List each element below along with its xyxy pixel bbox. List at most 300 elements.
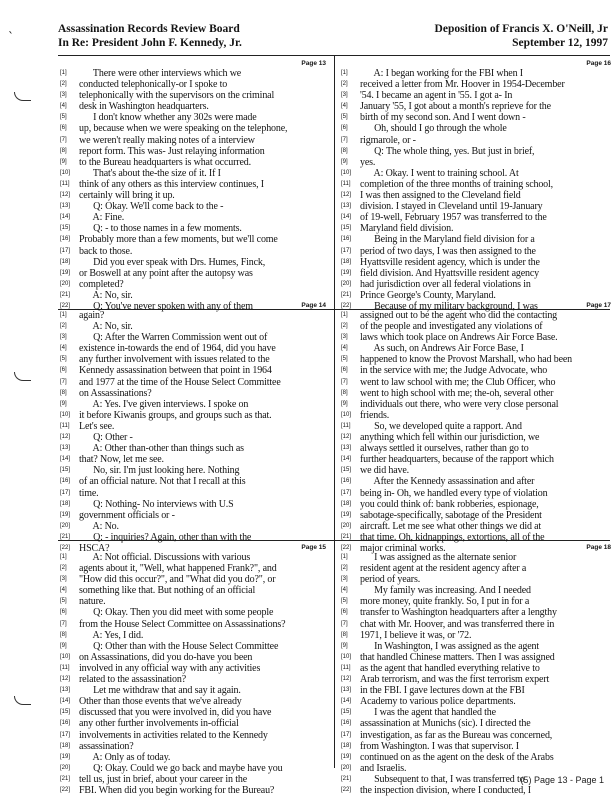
line-text: Subsequent to that, I was transferred to <box>360 773 525 785</box>
transcript-line <box>58 685 334 696</box>
line-text: Because of my military background, I was <box>360 300 538 312</box>
line-text: discussed that you were involved in, did you have <box>79 707 272 719</box>
line-text: in the FBI. I gave lectures down at the FBI <box>360 685 525 697</box>
transcript-line <box>58 510 334 521</box>
line-number: [21] <box>60 291 71 298</box>
transcript-line <box>335 190 611 201</box>
line-text: That's about the-the size of it. If I <box>79 167 221 179</box>
line-text: received a letter from Mr. Hoover in 1954-December <box>360 79 565 91</box>
transcript-page-18 <box>335 543 611 796</box>
line-text: conducted telephonically-or I spoke to <box>79 79 228 91</box>
transcript-line <box>335 476 611 487</box>
line-number: [7] <box>341 620 348 627</box>
line-number: [10] <box>60 653 71 660</box>
footer-page-range: (5) Page 13 - Page 1 <box>520 775 604 785</box>
header-case-name: In Re: President John F. Kennedy, Jr. <box>58 37 242 49</box>
transcript-line <box>335 432 611 443</box>
line-number: [22] <box>341 302 352 309</box>
transcript-line <box>58 79 334 90</box>
transcript-line <box>58 157 334 168</box>
transcript-line <box>58 563 334 574</box>
transcript-line <box>335 101 611 112</box>
transcript-page-number: Page 18 <box>586 544 611 551</box>
line-number: [17] <box>341 489 352 496</box>
transcript-line <box>335 607 611 618</box>
transcript-line <box>58 135 334 146</box>
transcript-line <box>58 268 334 279</box>
transcript-line <box>335 354 611 365</box>
line-text: involvements in activities related to the Kennedy <box>79 729 268 741</box>
punch-hole-mark <box>14 372 31 381</box>
transcript-page-16 <box>335 59 611 312</box>
line-text: A: Fine. <box>79 212 125 224</box>
line-text: more money, quite frankly. So, I put in for a <box>360 596 530 608</box>
line-text: laws which took place on Andrews Air Force Base. <box>360 332 558 344</box>
line-text: up, because when we were speaking on the telephone, <box>79 123 288 135</box>
transcript-line <box>58 321 334 332</box>
line-text: rigmarole, or - <box>360 134 416 146</box>
line-number: [9] <box>60 642 67 649</box>
line-number: [17] <box>60 489 71 496</box>
transcript-line <box>58 652 334 663</box>
line-number: [6] <box>60 125 67 132</box>
line-text: in the service with me; the Judge Advocate, who <box>360 365 548 377</box>
line-number: [1] <box>60 70 67 76</box>
transcript-line <box>335 585 611 596</box>
transcript-line <box>335 410 611 421</box>
transcript-line <box>335 90 611 101</box>
transcript-line <box>335 112 611 123</box>
transcript-page-15 <box>58 543 334 796</box>
line-number: [16] <box>60 236 71 243</box>
transcript-line <box>335 763 611 774</box>
line-text: FBI. When did you begin working for the Bureau? <box>79 784 275 796</box>
line-text: A: Other than-other than things such as <box>79 443 244 455</box>
line-text: again? <box>79 310 105 321</box>
line-text: sabotage-specifically, sabotage of the President <box>360 509 542 521</box>
transcript-line <box>335 321 611 332</box>
line-number: [3] <box>341 576 348 583</box>
transcript-line <box>58 488 334 499</box>
line-number: [13] <box>341 687 352 694</box>
line-text: back to those. <box>79 245 133 257</box>
transcript-line <box>335 123 611 134</box>
transcript-line <box>58 730 334 741</box>
line-text: anything which fell within our jurisdiction, we <box>360 432 540 444</box>
line-number: [15] <box>60 225 71 232</box>
line-number: [15] <box>341 467 352 474</box>
line-number: [7] <box>60 136 67 143</box>
line-text: we weren't really making notes of a interview <box>79 134 255 146</box>
line-number: [21] <box>341 775 352 782</box>
line-text: transfer to Washington headquarters after a lengthy <box>360 607 557 619</box>
transcript-line <box>335 596 611 607</box>
line-text: My family was increasing. And I needed <box>360 585 531 597</box>
transcript-line <box>335 454 611 465</box>
line-number: [13] <box>60 445 71 452</box>
line-number: [18] <box>60 500 71 507</box>
line-text: Q: - inquiries? Again, other than with the <box>79 531 252 543</box>
line-number: [7] <box>60 620 67 627</box>
line-text: Other than those events that we've already <box>79 696 242 708</box>
transcript-line <box>58 112 334 123</box>
line-number: [13] <box>60 687 71 694</box>
transcript-line <box>58 585 334 596</box>
line-text: any further involvement with issues related to the <box>79 354 270 366</box>
line-text: related to the assassination? <box>79 674 187 686</box>
line-number: [17] <box>341 731 352 738</box>
line-text: from Washington. I was that supervisor. I <box>360 740 519 752</box>
transcript-line <box>335 707 611 718</box>
transcript-line <box>335 179 611 190</box>
transcript-line <box>58 212 334 223</box>
transcript-line <box>58 596 334 607</box>
line-number: [17] <box>60 247 71 254</box>
line-number: [22] <box>341 544 352 551</box>
transcript-line <box>58 752 334 763</box>
transcript-line <box>335 685 611 696</box>
line-text: January '55, I got about a month's reprieve for the <box>360 101 551 113</box>
transcript-line <box>58 619 334 630</box>
transcript-line <box>58 310 334 321</box>
line-number: [19] <box>60 511 71 518</box>
line-number: [10] <box>341 169 352 176</box>
transcript-line <box>335 630 611 641</box>
transcript-line <box>335 510 611 521</box>
line-text: or Boswell at any point after the autopsy was <box>79 267 253 279</box>
line-text: any other further involvements in-official <box>79 718 239 730</box>
line-number: [14] <box>60 214 71 221</box>
transcript-line <box>58 741 334 752</box>
transcript-line <box>335 443 611 454</box>
transcript-line <box>335 223 611 234</box>
line-number: [18] <box>341 258 352 265</box>
transcript-line <box>335 752 611 763</box>
line-text: the inspection division, where I conducted, I <box>360 784 531 796</box>
line-number: [15] <box>60 709 71 716</box>
transcript-line <box>58 168 334 179</box>
line-text: major criminal works. <box>360 542 446 554</box>
line-text: yes. <box>360 156 376 168</box>
panel-header <box>58 543 334 552</box>
transcript-line <box>58 223 334 234</box>
transcript-line <box>58 465 334 476</box>
line-number: [2] <box>341 81 348 88</box>
transcript-line <box>335 310 611 321</box>
line-number: [16] <box>341 236 352 243</box>
transcript-line <box>335 234 611 245</box>
transcript-line <box>335 332 611 343</box>
transcript-line <box>58 388 334 399</box>
line-text: Hyattsville resident agency, which is under the <box>360 256 540 268</box>
line-number: [3] <box>341 334 348 341</box>
line-text: think of any others as this interview continues, I <box>79 178 264 190</box>
line-text: as the agent that handled everything relative to <box>360 662 540 674</box>
transcript-line <box>58 607 334 618</box>
transcript-page-number: Page 16 <box>586 60 611 67</box>
line-text: Q: You've never spoken with any of them <box>79 300 253 312</box>
line-text: '54. I became an agent in '55. I got a- In <box>360 90 513 102</box>
transcript-line <box>58 343 334 354</box>
transcript-line <box>335 619 611 630</box>
transcript-line <box>58 354 334 365</box>
line-text: So, we developed quite a rapport. And <box>360 420 522 432</box>
line-number: [5] <box>341 356 348 363</box>
line-number: [6] <box>341 125 348 132</box>
panel-header <box>335 543 611 552</box>
line-text: Q: Okay. Could we go back and maybe have you <box>79 762 283 774</box>
transcript-line <box>335 521 611 532</box>
transcript-page-17 <box>335 301 611 554</box>
panel-header <box>335 301 611 310</box>
transcript-line <box>58 499 334 510</box>
line-text: A: No. <box>79 520 119 532</box>
line-number: [4] <box>341 103 348 110</box>
line-number: [12] <box>60 434 71 441</box>
transcript-line <box>58 421 334 432</box>
line-text: assassination? <box>79 740 134 752</box>
transcript-line <box>335 201 611 212</box>
line-number: [22] <box>60 302 71 309</box>
line-text: completion of the three months of training school, <box>360 178 554 190</box>
transcript-line <box>335 674 611 685</box>
transcript-line <box>335 718 611 729</box>
transcript-line <box>58 774 334 785</box>
transcript-page-14 <box>58 301 334 554</box>
line-number: [7] <box>341 136 348 143</box>
line-number: [3] <box>60 576 67 583</box>
line-number: [19] <box>341 753 352 760</box>
line-number: [16] <box>60 478 71 485</box>
line-text: completed? <box>79 278 124 290</box>
line-text: "How did this occur?", and "What did you do?", or <box>79 574 276 586</box>
header-deposition-info <box>435 22 608 50</box>
line-text: A: Okay. I went to training school. At <box>360 167 519 179</box>
line-number: [19] <box>341 269 352 276</box>
transcript-line <box>335 212 611 223</box>
transcript-line <box>335 135 611 146</box>
line-number: [11] <box>60 664 70 671</box>
punch-hole-mark <box>14 696 31 705</box>
line-text: that? Now, let me see. <box>79 454 164 466</box>
transcript-line <box>58 432 334 443</box>
line-text: period of two days, I was then assigned to the <box>360 245 536 257</box>
line-text: existence in-towards the end of 1964, did you have <box>79 343 276 355</box>
line-text: friends. <box>360 409 390 421</box>
line-text: time. <box>79 487 99 499</box>
line-text: A: Not official. Discussions with various <box>79 552 251 563</box>
line-text: birth of my second son. And I went down - <box>360 112 526 124</box>
line-number: [13] <box>341 445 352 452</box>
header-board-name: Assassination Records Review Board <box>58 23 240 35</box>
line-text: on Assassinations? <box>79 387 152 399</box>
line-text: it before Kiwanis groups, and groups such as that. <box>79 409 272 421</box>
transcript-line <box>335 499 611 510</box>
line-number: [19] <box>60 753 71 760</box>
line-text: and Israelis. <box>360 762 407 774</box>
panel-header <box>58 301 334 310</box>
line-number: [14] <box>60 456 71 463</box>
line-number: [10] <box>341 653 352 660</box>
transcript-line <box>335 268 611 279</box>
transcript-line <box>335 365 611 376</box>
line-number: [12] <box>341 434 352 441</box>
transcript-page-number: Page 17 <box>586 302 611 309</box>
line-number: [8] <box>60 631 67 638</box>
transcript-line <box>335 652 611 663</box>
punch-hole-mark <box>14 92 31 101</box>
line-text: Q: After the Warren Commission went out of <box>79 332 268 344</box>
transcript-line <box>58 476 334 487</box>
line-number: [8] <box>341 631 348 638</box>
line-number: [21] <box>341 533 352 540</box>
line-text: aircraft. Let me see what other things we did at <box>360 520 542 532</box>
line-text: Q: The whole thing, yes. But just in brief, <box>360 145 535 157</box>
transcript-line <box>58 68 334 79</box>
line-number: [7] <box>341 378 348 385</box>
line-text: A: Only as of today. <box>79 751 171 763</box>
transcript-line <box>335 563 611 574</box>
line-number: [11] <box>341 180 351 187</box>
line-text: desk in Washington headquarters. <box>79 101 209 113</box>
transcript-line <box>335 663 611 674</box>
line-text: In Washington, I was assigned as the agent <box>360 640 539 652</box>
transcript-line <box>58 696 334 707</box>
line-number: [16] <box>341 478 352 485</box>
header-case-info <box>58 22 242 50</box>
line-text: A: Yes, I did. <box>79 629 144 641</box>
line-text: of 19-well, February 1957 was transferred to the <box>360 212 547 224</box>
line-text: being in- Oh, we handled every type of violation <box>360 487 548 499</box>
line-text: Maryland field division. <box>360 223 454 235</box>
line-text: tell us, just in brief, about your career in the <box>79 773 248 785</box>
line-text: A: Yes. I've given interviews. I spoke on <box>79 398 249 410</box>
transcript-line <box>335 79 611 90</box>
line-text: A: No, sir. <box>79 289 133 301</box>
line-text: Arab terrorism, and was the first terrorism expert <box>360 674 550 686</box>
transcript-line <box>58 290 334 301</box>
line-number: [22] <box>60 544 71 551</box>
line-text: Oh, should I go through the whole <box>360 123 507 135</box>
line-text: nature. <box>79 596 106 608</box>
transcript-line <box>58 574 334 585</box>
line-number: [16] <box>341 720 352 727</box>
transcript-line <box>335 246 611 257</box>
transcript-line <box>335 785 611 796</box>
transcript-line <box>58 454 334 465</box>
transcript-line <box>335 641 611 652</box>
line-number: [11] <box>341 664 351 671</box>
line-number: [22] <box>341 786 352 793</box>
line-text: to the Bureau headquarters is what occurred. <box>79 156 251 168</box>
line-text: agents about it, "Well, what happened Frank?", and <box>79 563 277 575</box>
line-number: [21] <box>60 775 71 782</box>
line-number: [4] <box>341 587 348 594</box>
transcript-line <box>335 157 611 168</box>
transcript-line <box>335 146 611 157</box>
line-text: something like that. But nothing of an official <box>79 585 256 597</box>
transcript-line <box>58 332 334 343</box>
line-number: [4] <box>341 345 348 352</box>
line-number: [3] <box>60 92 67 99</box>
transcript-line <box>58 707 334 718</box>
transcript-line <box>58 443 334 454</box>
line-number: [11] <box>60 180 70 187</box>
line-number: [12] <box>341 192 352 199</box>
line-text: that handled Chinese matters. Then I was assigned <box>360 651 555 663</box>
transcript-line <box>58 532 334 543</box>
line-text: Q: Other than with the House Select Committee <box>79 640 279 652</box>
line-number: [7] <box>60 378 67 385</box>
line-number: [10] <box>341 411 352 418</box>
line-number: [19] <box>60 269 71 276</box>
line-number: [8] <box>341 147 348 154</box>
line-number: [2] <box>341 323 348 330</box>
line-number: [15] <box>60 467 71 474</box>
line-number: [22] <box>60 786 71 793</box>
line-number: [6] <box>60 367 67 374</box>
line-text: division. I stayed in Cleveland until 19-January <box>360 201 543 213</box>
line-number: [2] <box>341 565 348 572</box>
line-number: [9] <box>341 158 348 165</box>
transcript-line <box>58 257 334 268</box>
transcript-line <box>58 663 334 674</box>
panel-header <box>335 59 611 68</box>
line-text: I was then assigned to the Cleveland field <box>360 190 521 202</box>
panel-header <box>58 59 334 68</box>
transcript-line <box>58 785 334 796</box>
line-number: [6] <box>341 367 348 374</box>
line-number: [1] <box>341 70 348 76</box>
transcript-page-number: Page 15 <box>301 544 326 551</box>
line-number: [4] <box>60 587 67 594</box>
line-number: [18] <box>60 258 71 265</box>
line-number: [2] <box>60 323 67 330</box>
line-number: [9] <box>60 400 67 407</box>
transcript-line <box>335 257 611 268</box>
transcript-line <box>335 388 611 399</box>
line-text: A: No, sir. <box>79 321 133 333</box>
transcript-line <box>58 101 334 112</box>
line-number: [15] <box>341 709 352 716</box>
line-text: Probably more than a few moments, but we'll come <box>79 234 278 246</box>
line-number: [5] <box>341 598 348 605</box>
line-number: [12] <box>60 192 71 199</box>
header-deposition-title: Deposition of Francis X. O'Neill, Jr <box>434 23 608 35</box>
line-number: [9] <box>341 642 348 649</box>
line-text: Let me withdraw that and say it again. <box>79 685 241 697</box>
line-text: individuals out there, who were very close personal <box>360 398 559 410</box>
line-number: [4] <box>60 345 67 352</box>
line-text: further headquarters, because of the rapport which <box>360 454 554 466</box>
transcript-line <box>335 741 611 752</box>
line-text: of an official nature. Not that I recall at this <box>79 476 246 488</box>
transcript-line <box>335 552 611 563</box>
transcript-line <box>335 377 611 388</box>
line-number: [18] <box>60 742 71 749</box>
line-number: [12] <box>341 676 352 683</box>
line-number: [20] <box>341 522 352 529</box>
transcript-page-number: Page 14 <box>301 302 326 309</box>
line-text: Q: Okay. We'll come back to the - <box>79 201 224 213</box>
line-number: [1] <box>60 312 67 318</box>
line-number: [9] <box>60 158 67 165</box>
line-text: Kennedy assassination between that point in 1964 <box>79 365 272 377</box>
line-number: [12] <box>60 676 71 683</box>
line-number: [14] <box>341 698 352 705</box>
line-number: [11] <box>341 422 351 429</box>
line-text: Q: Okay. Then you did meet with some people <box>79 607 274 619</box>
